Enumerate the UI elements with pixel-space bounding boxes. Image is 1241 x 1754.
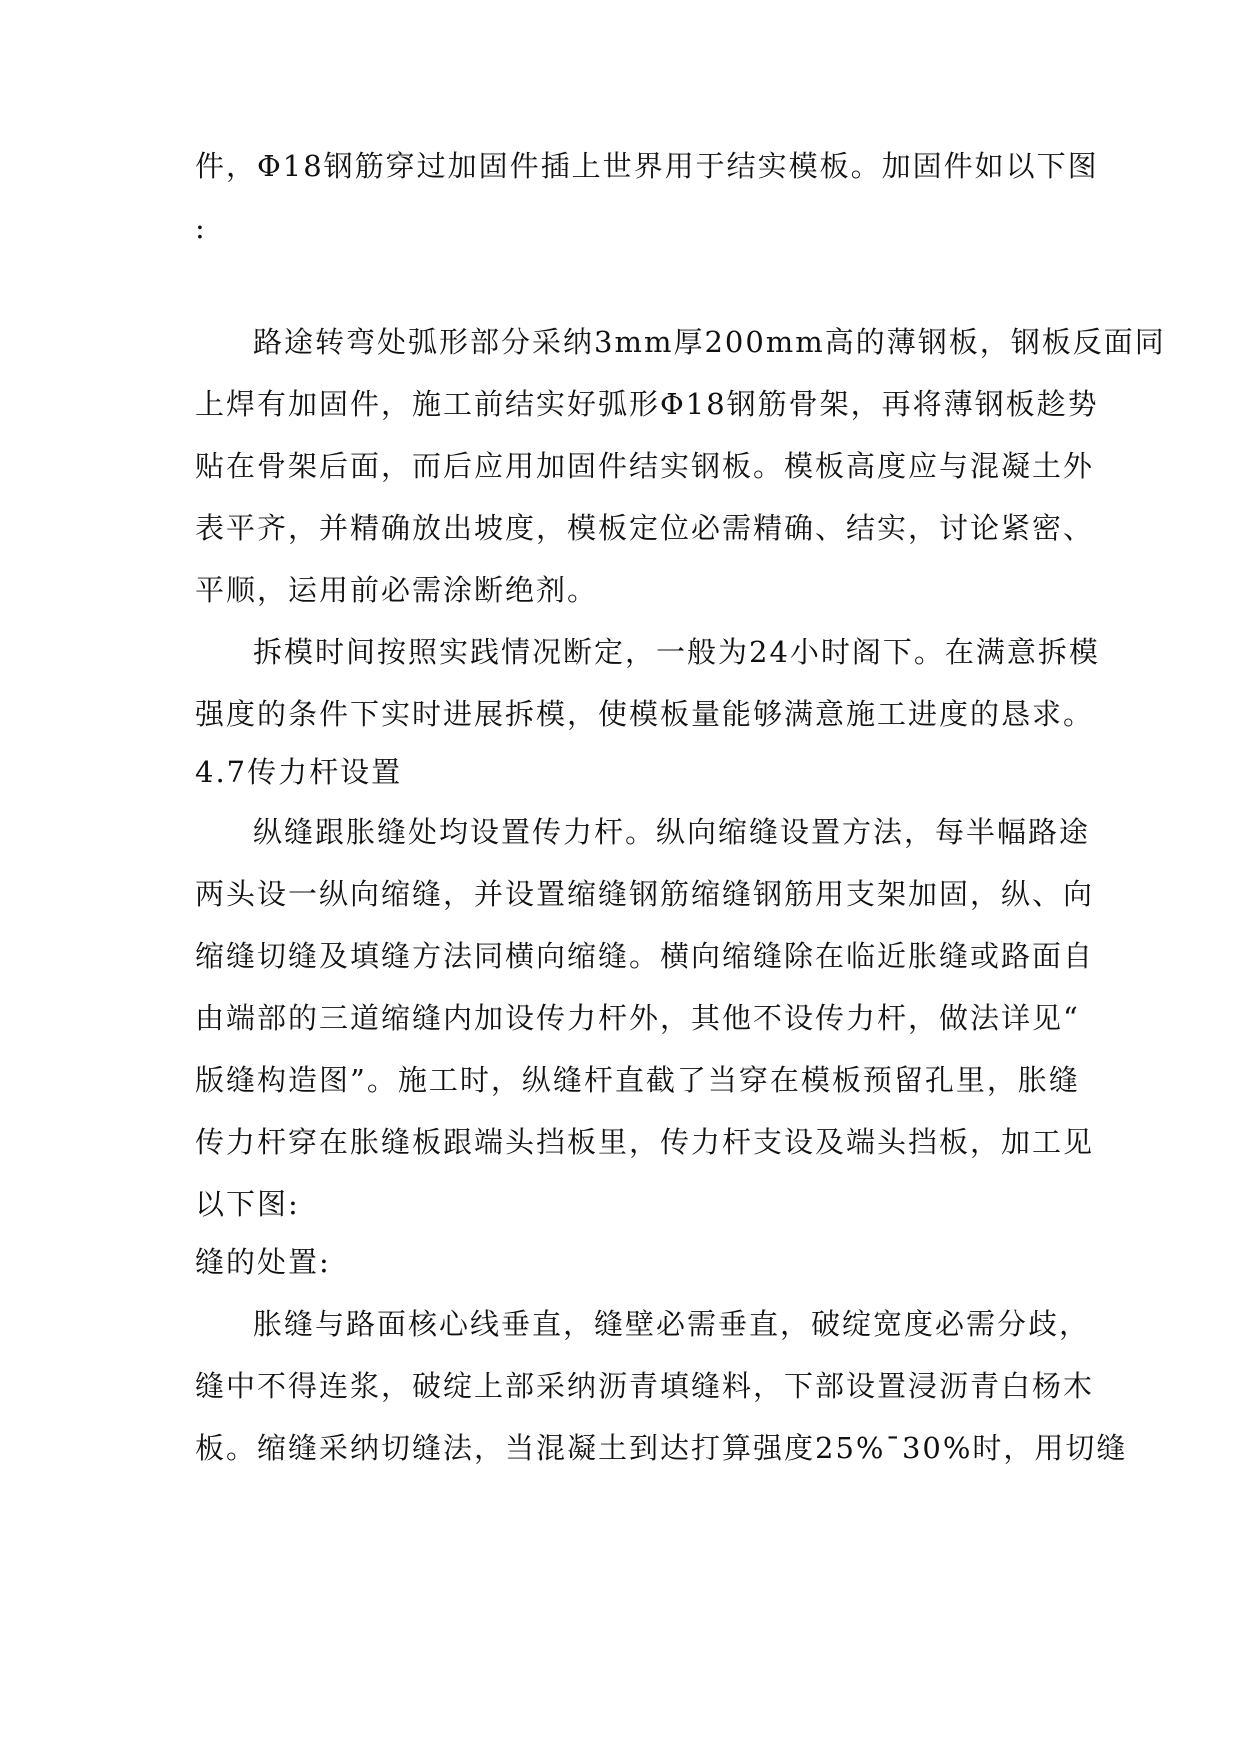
text-line: 由端部的三道缩缝内加设传力杆外，其他不设传力杆，做法详见“ [195,1001,1080,1035]
paragraph-start-line: 拆模时间按照实践情况断定，一般为24小时阁下。在满意拆模 [253,635,1100,669]
text-line: 表平齐，并精确放出坡度，模板定位必需精确、结实，讨论紧密、 [195,511,1095,545]
text-line: 贴在骨架后面，而后应用加固件结实钢板。模板高度应与混凝土外 [195,449,1095,483]
text-line: 件，Φ18钢筋穿过加固件插上世界用于结实模板。加固件如以下图 [195,149,1099,183]
text-line: 两头设一纵向缩缝，并设置缩缝钢筋缩缝钢筋用支架加固，纵、向 [195,877,1095,911]
text-line: 传力杆穿在胀缝板跟端头挡板里，传力杆支设及端头挡板，加工见 [195,1125,1095,1159]
paragraph-start-line: 路途转弯处弧形部分采纳3mm厚200mm高的薄钢板，钢板反面同 [253,325,1166,359]
paragraph-start-line: 胀缝与路面核心线垂直，缝壁必需垂直，破绽宽度必需分歧， [253,1307,1091,1341]
text-line: 板。缩缝采纳切缝法，当混凝土到达打算强度25%¯30%时，用切缝 [195,1431,1128,1465]
subheading: 缝的处置: [195,1245,331,1279]
text-line: 缩缝切缝及填缝方法同横向缩缝。横向缩缝除在临近胀缝或路面自 [195,939,1095,973]
text-line: 缝中不得连浆，破绽上部采纳沥青填缝料，下部设置浸沥青白杨木 [195,1369,1095,1403]
paragraph-start-line: 纵缝跟胀缝处均设置传力杆。纵向缩缝设置方法，每半幅路途 [253,815,1091,849]
text-line: : [195,211,207,245]
text-line: 以下图: [195,1187,300,1221]
text-line: 强度的条件下实时进展拆模，使模板量能够满意施工进度的恳求。 [195,697,1095,731]
text-line: 平顺，运用前必需涂断绝剂。 [195,573,599,607]
section-heading: 4.7传力杆设置 [195,755,403,789]
text-line: 版缝构造图”。施工时，纵缝杆直截了当穿在模板预留孔里，胀缝 [195,1063,1080,1097]
text-line: 上焊有加固件，施工前结实好弧形Φ18钢筋骨架，再将薄钢板趁势 [195,387,1099,421]
